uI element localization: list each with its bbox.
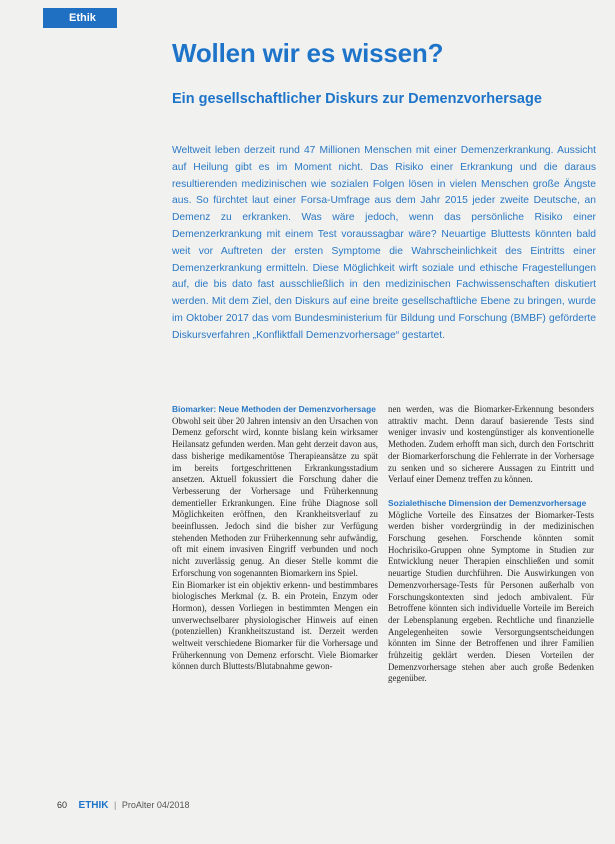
left-column-paragraph: Ein Biomarker ist ein objektiv erkenn- und bestimmbares biologisches Merkmal (z. B. ein Protein, Enzym oder Hormon), dessen Vorliegen in bestimmten Mengen ein unverwechselbarer physiologischer Hinweis auf einen (potenziellen) Krankheitszustand ist. Derzeit werden weltweit verschiedene Biomarker für die Vorhersage und Früherkennung von Demenz erforscht. Viele Biomarker können durch Bluttests/Blutabnahme gewon- [172,579,378,672]
right-column-paragraph: nen werden, was die Biomarker-Erkennung besonders attraktiv macht. Denn darauf basierende Tests sind weniger invasiv und kostengünstiger als konventionelle Methoden. Zudem erhofft man sich, durch den Fortschritt der Biomarkerforschung die Fehlerrate in der Vorhersage zu senken und so sicherere Aussagen zu Eintritt und Verlauf einer Demenz treffen zu können. [388,404,594,485]
right-column [388,404,594,685]
page-number: 60 [57,800,68,810]
article-title: Wollen wir es wissen? [172,38,444,68]
magazine-section: ETHIK [78,800,109,811]
left-column-heading: Biomarker: Neue Methoden der Demenzvorhersage [172,404,376,414]
lead-paragraph: Weltweit leben derzeit rund 47 Millionen Menschen mit einer Demenzerkrankung. Aussicht auf Heilung gibt es im Moment nicht. Das Risiko einer Erkrankung und die daraus resultierenden medizinischen wie sozialen Folgen lösen in vielen Menschen große Ängste aus. So fürchtet laut einer Forsa-Umfrage aus dem Jahr 2015 jeder zweite Deutsche, an Demenz zu erkranken. Was wäre jedoch, wenn das persönliche Risiko einer Demenzerkrankung mit einem Test voraussagbar wäre? Neuartige Bluttests könnten bald weit vor Auftreten der ersten Symptome die Wahrscheinlichkeit des Eintritts einer Demenzerkrankung ermitteln. Diese Möglichkeit wirft soziale und ethische Fragestellungen auf, die bis dato fast ausschließlich in den medizinischen Fachwissenschaften diskutiert werden. Mit dem Ziel, den Diskurs auf eine breite gesellschaftliche Ebene zu bringen, wurde im Oktober 2017 das vom Bundesministerium für Bildung und Forschung (BMBF) geförderte Diskursverfahren „Konfliktfall Demenzvorhersage“ gestartet. [172,145,596,341]
right-column-heading: Sozialethische Dimension der Demenzvorhersage [388,497,587,508]
issue-label: ProAlter 04/2018 [121,800,190,810]
section-tag: Ethik [43,8,117,28]
left-column-paragraph: Obwohl seit über 20 Jahren intensiv an den Ursachen von Demenz geforscht wird, konnte bislang kein wirksamer Heilansatz gefunden werden. Man geht derzeit davon aus, dass bisherige medikamentöse Therapieansätze zu spät im bereits fortgeschrittenen Erkrankungsstadium ansetzen. Aktuell fokussiert die Forschung daher die Verbesserung der Vorhersage und Früherkennung dementieller Erkrankungen. Eine frühe Diagnose soll Möglichkeiten eröffnen, den Krankheitsverlauf zu beeinflussen. Jedoch sind die bisher zur Verfügung stehenden Methoden zur Früherkennung sehr aufwändig, oft mit einem invasiven Eingriff verbunden und noch nicht zuverlässig genug. An dieser Stelle kommt die Erforschung von sogenannten Biomarkern ins Spiel. [172,415,378,578]
left-column [172,404,378,673]
article-subtitle: Ein gesellschaftlicher Diskurs zur Demenzvorhersage [172,91,542,107]
right-column-paragraph: Mögliche Vorteile des Einsatzes der Biomarker-Tests werden bisher vordergründig in der medizinischen Forschung gesehen. Forschende könnten somit Hochrisiko-Gruppen ohne Symptome in Studien zur Entwicklung neuer Therapien einschließen und somit neuartige Studien durchführen. Die Auswirkungen von Demenzvorhersage-Tests für Personen außerhalb von Forschungskontexten sind jedoch ambivalent. Für Betroffene könnten sich individuelle Vorteile im Bereich der Lebensplanung ergeben. Rechtliche und finanzielle Angelegenheiten sowie Versorgungsentscheidungen könnten im Sinne der Betroffenen und ihrer Familien frühzeitig geklärt werden. Diesen Vorteilen der Demenzvorhersage stehen aber auch große Bedenken gegenüber. [388,509,594,684]
footer-separator: | [114,800,117,810]
page-footer [57,800,189,811]
